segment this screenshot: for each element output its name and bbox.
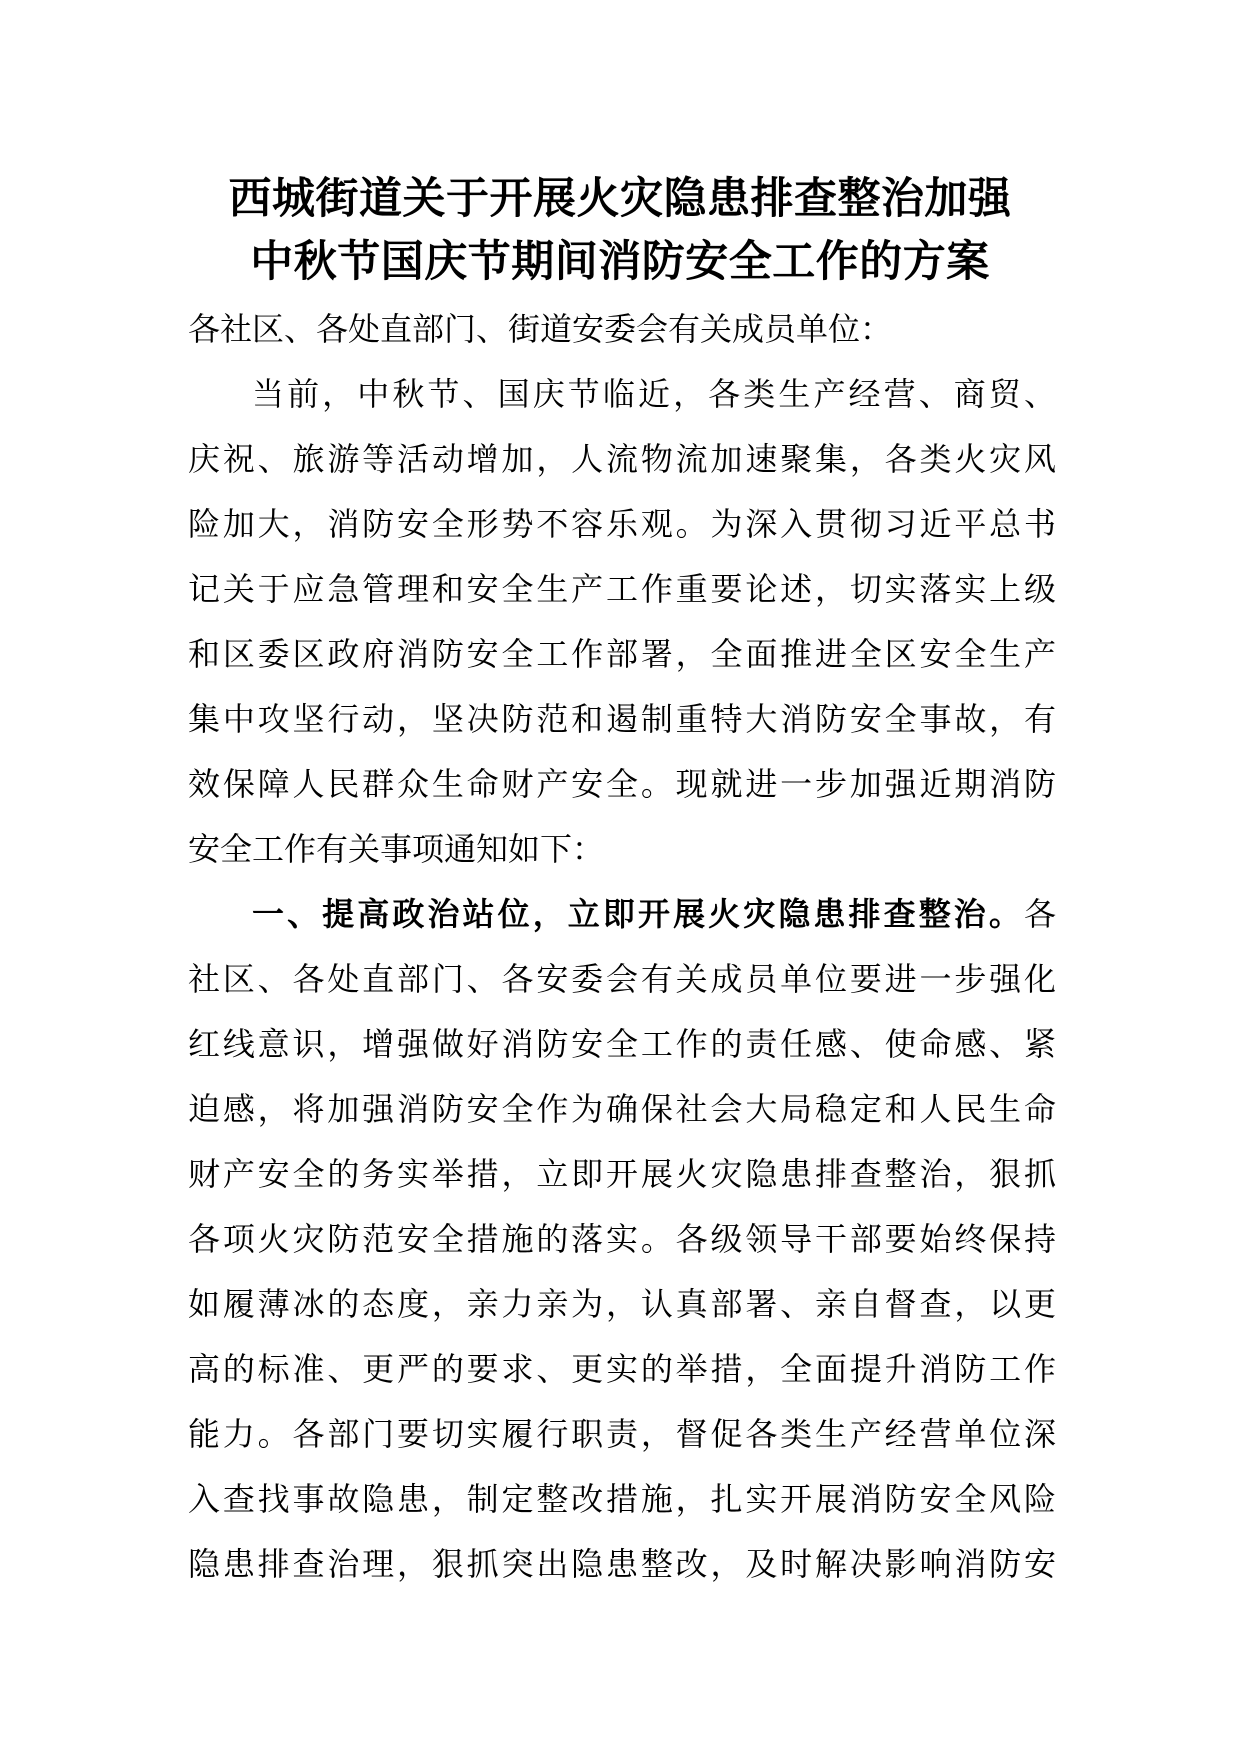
title-line-1: 西城街道关于开展火灾隐患排查整治加强 <box>228 174 1012 224</box>
paragraph-line: 能力。各部门要切实履行职责，督促各类生产经营单位深 <box>188 1415 1056 1453</box>
paragraph-line: 红线意识，增强做好消防安全工作的责任感、使命感、紧 <box>188 1025 1056 1063</box>
paragraph-line: 入查找事故隐患，制定整改措施，扎实开展消防安全风险 <box>188 1480 1056 1518</box>
paragraph-line: 当前，中秋节、国庆节临近，各类生产经营、商贸、 <box>252 375 1056 413</box>
paragraph-line: 迫感，将加强消防安全作为确保社会大局稳定和人民生命 <box>188 1090 1056 1128</box>
paragraph-line: 险加大，消防安全形势不容乐观。为深入贯彻习近平总书 <box>188 505 1056 543</box>
paragraph-line: 集中攻坚行动，坚决防范和遏制重特大消防安全事故，有 <box>188 700 1056 738</box>
paragraph-line: 效保障人民群众生命财产安全。现就进一步加强近期消防 <box>188 765 1056 803</box>
paragraph-line: 社区、各处直部门、各安委会有关成员单位要进一步强化 <box>188 960 1056 998</box>
paragraph-line: 隐患排查治理，狠抓突出隐患整改，及时解决影响消防安 <box>188 1545 1056 1583</box>
section-1-heading: 一、提高政治站位，立即开展火灾隐患排查整治。 <box>252 895 1024 933</box>
document-body <box>188 297 1056 1597</box>
title-line-2: 中秋节国庆节期间消防安全工作的方案 <box>250 237 990 287</box>
paragraph-line: 财产安全的务实举措，立即开展火灾隐患排查整治，狠抓 <box>188 1155 1056 1193</box>
paragraph-line: 如履薄冰的态度，亲力亲为，认真部署、亲自督查，以更 <box>188 1285 1056 1323</box>
section-1-first-line <box>188 882 1056 947</box>
section-1-first-tail: 各 <box>1023 895 1056 933</box>
salutation: 各社区、各处直部门、街道安委会有关成员单位： <box>188 310 893 348</box>
paragraph-line: 记关于应急管理和安全生产工作重要论述，切实落实上级 <box>188 570 1056 608</box>
paragraph-line: 和区委区政府消防安全工作部署，全面推进全区安全生产 <box>188 635 1056 673</box>
document-title <box>170 168 1070 294</box>
paragraph-line: 高的标准、更严的要求、更实的举措，全面提升消防工作 <box>188 1350 1056 1388</box>
paragraph-line: 各项火灾防范安全措施的落实。各级领导干部要始终保持 <box>188 1220 1056 1258</box>
paragraph-line: 安全工作有关事项通知如下： <box>188 830 605 868</box>
paragraph-line: 庆祝、旅游等活动增加，人流物流加速聚集，各类火灾风 <box>188 440 1056 478</box>
